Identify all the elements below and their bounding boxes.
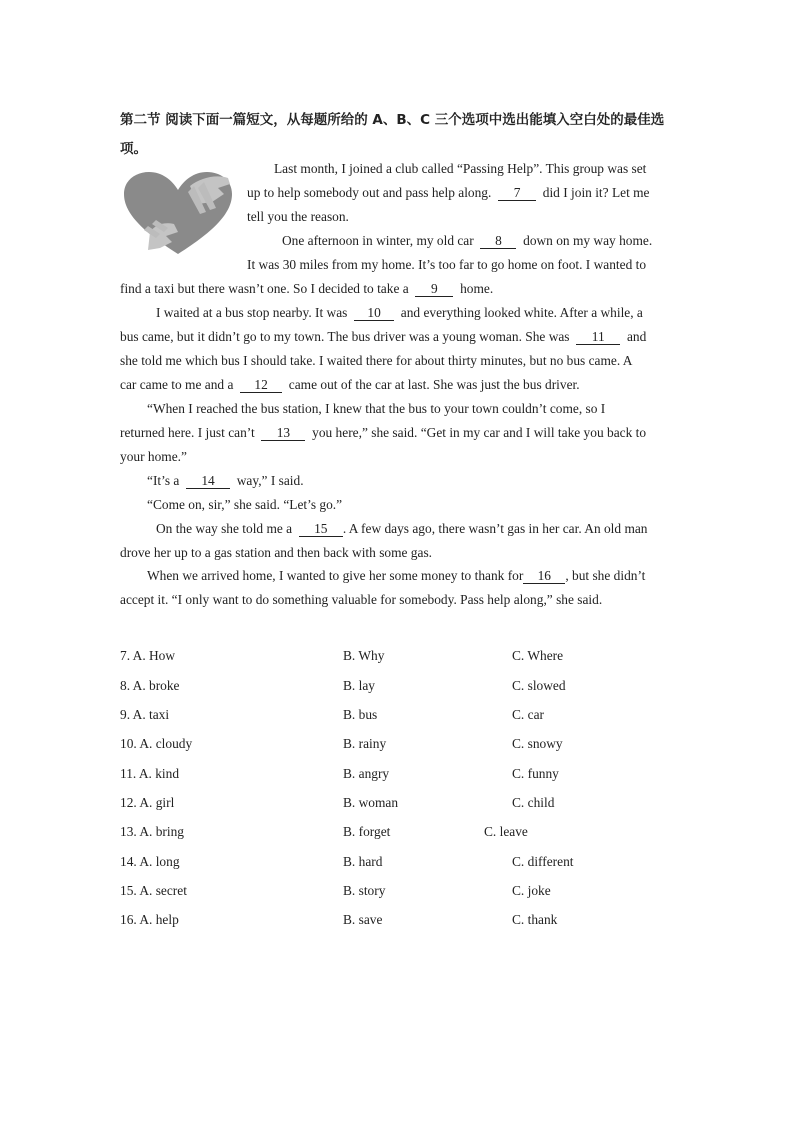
option-c: C. thank [512, 912, 558, 927]
option-a: 16. A. help [120, 912, 179, 927]
blank-13: 13 [261, 425, 305, 441]
passage-line: I waited at a bus stop nearby. It was 10 and everything looked white. After a while, a [156, 305, 643, 320]
passage-line: your home.” [120, 449, 187, 464]
option-b: B. bus [343, 707, 378, 722]
passage-line: returned here. I just can’t 13 you here,” she said. “Get in my car and I will take you back to [120, 425, 647, 440]
passage-line: When we arrived home, I wanted to give her some money to thank for 16 , but she didn’t [147, 568, 646, 583]
passage-line: Last month, I joined a club called “Passing Help”. This group was set [274, 161, 647, 176]
blank-16: 16 [523, 568, 565, 584]
option-a: 7. A. How [120, 648, 176, 663]
option-a: 13. A. bring [120, 824, 184, 839]
heart-hands-icon [120, 168, 238, 258]
blank-15: 15 [299, 521, 343, 537]
passage-line: drove her up to a gas station and then back with some gas. [120, 545, 432, 560]
option-c: C. slowed [512, 678, 566, 693]
passage-line: “When I reached the bus station, I knew that the bus to your town couldn’t come, so I [147, 401, 606, 416]
option-a: 9. A. taxi [120, 707, 170, 722]
option-c: C. funny [512, 766, 559, 781]
passage-line: It was 30 miles from my home. It’s too far to go home on foot. I wanted to [247, 257, 647, 272]
option-b: B. rainy [343, 736, 387, 751]
blank-12: 12 [240, 377, 282, 393]
option-c: C. Where [512, 648, 564, 663]
option-a: 14. A. long [120, 854, 180, 869]
option-c: C. snowy [512, 736, 563, 751]
passage-line: up to help somebody out and pass help along. 7 did I join it? Let me [247, 185, 650, 200]
option-a: 15. A. secret [120, 883, 187, 898]
option-b: B. woman [343, 795, 399, 810]
blank-8: 8 [480, 233, 516, 249]
option-c: C. joke [512, 883, 551, 898]
passage-line: car came to me and a 12 came out of the car at last. She was just the bus driver. [120, 377, 580, 392]
option-b: B. lay [343, 678, 375, 693]
blank-10: 10 [354, 305, 394, 321]
option-b: B. angry [343, 766, 390, 781]
option-c: C. child [512, 795, 555, 810]
option-c: C. car [512, 707, 544, 722]
option-b: B. save [343, 912, 383, 927]
blank-14: 14 [186, 473, 230, 489]
passage-line: find a taxi but there wasn’t one. So I decided to take a 9 home. [120, 281, 494, 296]
option-a: 10. A. cloudy [120, 736, 193, 751]
passage-line: “It’s a 14 way,” I said. [147, 473, 304, 488]
option-a: 12. A. girl [120, 795, 175, 810]
section-heading: 第二节 阅读下面一篇短文，从每题所给的 A、B、C 三个选项中选出能填入空白处的最佳选项。 [120, 112, 665, 157]
blank-11: 11 [576, 329, 620, 345]
option-a: 11. A. kind [120, 766, 180, 781]
option-c: C. different [512, 854, 574, 869]
option-b: B. Why [343, 648, 385, 663]
blank-9: 9 [415, 281, 453, 297]
option-b: B. hard [343, 854, 383, 869]
option-c: C. leave [484, 824, 528, 839]
passage-line: “Come on, sir,” she said. “Let’s go.” [147, 497, 343, 512]
passage-line: On the way she told me a 15 . A few days ago, there wasn’t gas in her car. An old man [156, 521, 648, 536]
passage-line: bus came, but it didn’t go to my town. The bus driver was a young woman. She was 11 and [120, 329, 647, 344]
passage-line: One afternoon in winter, my old car 8 down on my way home. [282, 233, 653, 248]
option-b: B. story [343, 883, 386, 898]
option-a: 8. A. broke [120, 678, 180, 693]
blank-7: 7 [498, 185, 536, 201]
passage-line: she told me which bus I should take. I waited there for about thirty minutes, but no bus came. A [120, 353, 633, 368]
passage-line: accept it. “I only want to do something valuable for somebody. Pass help along,” she said. [120, 592, 603, 607]
passage-line: tell you the reason. [247, 209, 349, 224]
option-b: B. forget [343, 824, 391, 839]
